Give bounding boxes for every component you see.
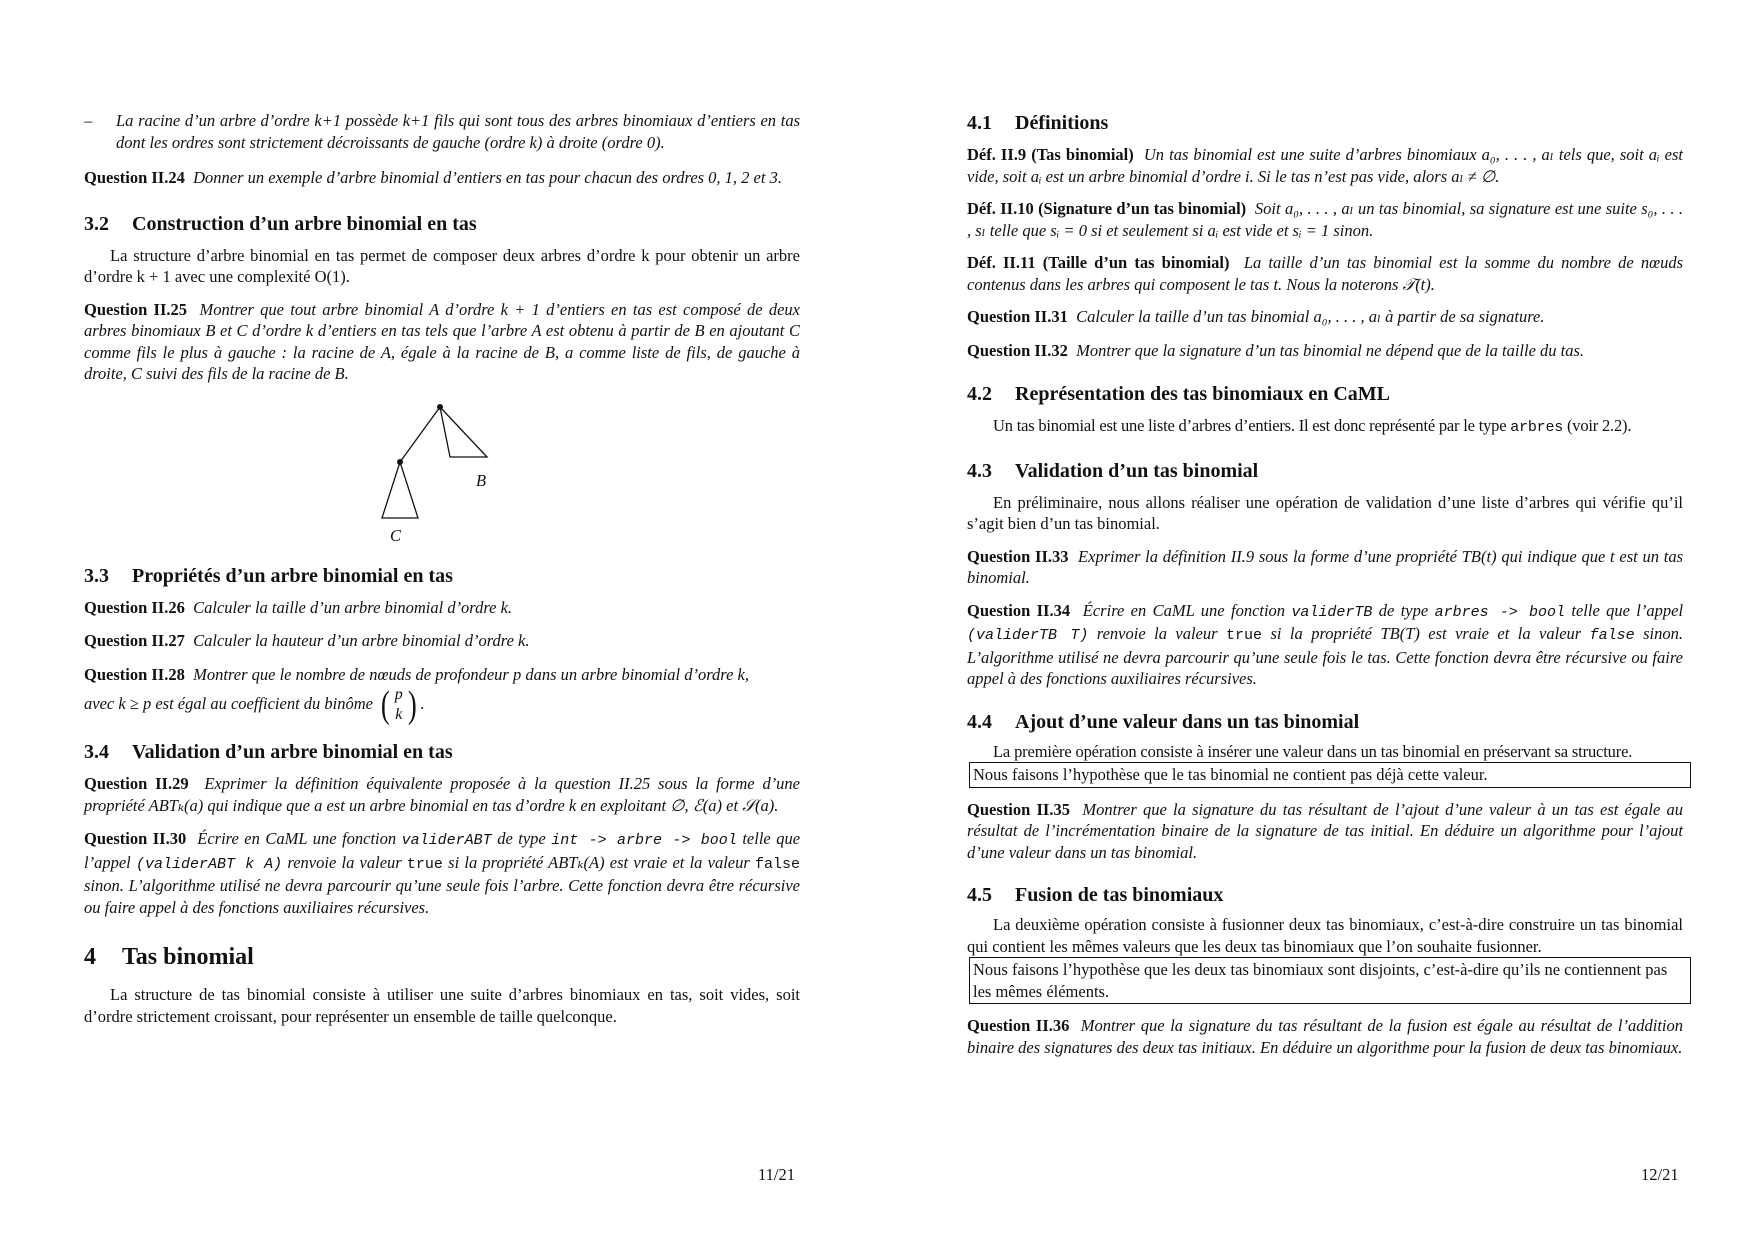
page-left xyxy=(84,110,800,1027)
question-text: Donner un exemple d’arbre binomial d’entiers en tas pour chacun des ordres 0, 1, 2 et 3. xyxy=(193,168,782,187)
code-snippet: true xyxy=(406,855,443,873)
question-text: sinon. L’algorithme utilisé ne devra parcourir qu’une seule fois le tas. Cette fonction devra être récursive ou faire appel à des fonctions auxiliaires récursives. xyxy=(967,624,1684,688)
question-27 xyxy=(84,630,800,652)
section-heading-4 xyxy=(84,942,800,972)
code-snippet: validerABT xyxy=(401,832,492,849)
question-33 xyxy=(967,546,1683,589)
question-label: Question II.35 xyxy=(967,799,1070,819)
paragraph: En préliminaire, nous allons réaliser une opération de validation d’une liste d’arbres qui vérifie qu’il s’agit bien d’un tas binomial. xyxy=(967,492,1683,533)
code-snippet: (validerTB T) xyxy=(967,627,1089,644)
section-title: Tas binomial xyxy=(122,944,254,970)
section-number: 4.5 xyxy=(967,884,992,906)
paragraph-text: (voir 2.2). xyxy=(1567,416,1632,435)
page-number-left: 11/21 xyxy=(758,1165,795,1184)
hypothesis-box: Nous faisons l’hypothèse que le tas binomial ne contient pas déjà cette valeur. xyxy=(969,762,1691,788)
section-title: Représentation des tas binomiaux en CaML xyxy=(1015,383,1391,405)
definition-label: Déf. II.10 (Signature d’un tas binomial) xyxy=(967,199,1247,218)
definition-label: Déf. II.11 (Taille d’un tas binomial) xyxy=(967,253,1230,272)
binomial-bottom: k xyxy=(395,706,403,723)
question-label: Question II.36 xyxy=(967,1016,1070,1035)
section-title: Construction d’un arbre binomial en tas xyxy=(132,212,477,235)
tree-diagram xyxy=(84,385,800,563)
question-text: Calculer la taille d’un arbre binomial d’ordre k. xyxy=(193,597,513,617)
paragraph: La structure de tas binomial consiste à utiliser une suite d’arbres binomiaux en tas, soit vides, soit d’ordre strictement croissant, pour représenter un ensemble de taille quelconque. xyxy=(84,985,800,1026)
label-c: C xyxy=(390,525,402,545)
section-heading-3-4 xyxy=(84,739,800,765)
section-heading-3-3 xyxy=(84,563,800,589)
question-text: Exprimer la définition équivalente proposée à la question II.25 sous la forme d’une propriété ABTₖ(a) qui indique que a est un arbre binomial en tas d’ordre k en exploitant ∅, ℰ(a) et 𝒮(a). xyxy=(84,774,801,815)
question-text: avec k ≥ p est égal au coefficient du binôme xyxy=(84,693,373,713)
question-label: Question II.30 xyxy=(84,829,187,848)
left-paren: ( xyxy=(381,684,390,726)
question-24 xyxy=(84,167,800,189)
right-paren: ) xyxy=(407,684,417,726)
section-title: Définitions xyxy=(1015,112,1109,134)
code-snippet: validerTB xyxy=(1291,603,1373,621)
subtree-c-triangle xyxy=(382,462,418,518)
section-number: 3.4 xyxy=(84,741,109,763)
section-title: Ajout d’une valeur dans un tas binomial xyxy=(1015,710,1360,733)
question-label: Question II.32 xyxy=(967,340,1068,360)
page-number-right: 12/21 xyxy=(1641,1165,1679,1184)
paragraph-text: Un tas binomial est une liste d’arbres d’entiers. Il est donc représenté par le type xyxy=(993,416,1507,435)
binomial-top: p xyxy=(394,686,403,703)
binomial-coefficient xyxy=(379,685,418,725)
section-heading-4-4 xyxy=(967,709,1683,735)
definition-10 xyxy=(967,198,1683,241)
question-text: renvoie la valeur xyxy=(1096,624,1218,643)
section-title: Fusion de tas binomiaux xyxy=(1015,884,1224,906)
section-number: 3.3 xyxy=(84,564,109,587)
definition-text: La taille d’un tas binomial est la somme du nombre de nœuds contenus dans les arbres qui composent le tas t. Nous la noterons 𝒯(t). xyxy=(967,253,1684,294)
section-heading-4-5 xyxy=(967,882,1683,908)
question-label: Question II.34 xyxy=(967,600,1071,620)
section-number: 4.3 xyxy=(967,459,992,482)
list-item-text: La racine d’un arbre d’ordre k+1 possède k+1 fils qui sont tous des arbres binomiaux d’entiers en tas dont les ordres sont strictement décroissants de gauche (ordre k) à droite (ordre 0). xyxy=(116,111,800,152)
question-label: Question II.26 xyxy=(84,597,185,617)
edge-to-c xyxy=(400,407,440,462)
question-text: Montrer que la signature du tas résultant de l’ajout d’une valeur à un tas est égale au résultat de l’incrémentation binaire de la signature de tas initial. En déduire un algorithme pour l’ajout d’une valeur dans un tas binomial. xyxy=(967,799,1684,862)
question-text: telle que l’appel xyxy=(84,829,801,872)
question-28-continued xyxy=(84,685,800,725)
question-end: . xyxy=(420,693,425,713)
section-number: 3.2 xyxy=(84,212,109,235)
paragraph: La structure d’arbre binomial en tas permet de composer deux arbres d’ordre k pour obtenir un arbre d’ordre k + 1 avec une complexité O(1). xyxy=(84,245,800,286)
definition-11 xyxy=(967,252,1683,295)
section-heading-3-2 xyxy=(84,211,800,237)
section-number: 4.4 xyxy=(967,710,992,733)
question-label: Question II.33 xyxy=(967,546,1069,566)
list-dash: – xyxy=(84,111,93,130)
question-label: Question II.31 xyxy=(967,307,1068,326)
question-text: telle que l’appel xyxy=(1571,600,1684,620)
label-b: B xyxy=(476,470,487,490)
question-28 xyxy=(84,664,800,686)
question-text: Écrire en CaML une fonction xyxy=(1082,600,1286,620)
section-number: 4.1 xyxy=(967,112,992,134)
hypothesis-box: Nous faisons l’hypothèse que les deux tas binomiaux sont disjoints, c’est-à-dire qu’ils ne contiennent pas les mêmes éléments. xyxy=(969,957,1691,1004)
list-item xyxy=(56,110,800,153)
question-text: de type xyxy=(497,829,546,848)
code-snippet: arbres -> bool xyxy=(1434,603,1566,621)
section-heading-4-2 xyxy=(967,381,1683,407)
section-number: 4.2 xyxy=(967,383,992,405)
code-snippet: false xyxy=(755,855,801,873)
question-25 xyxy=(84,299,800,385)
section-heading-4-1 xyxy=(967,110,1683,136)
definition-9 xyxy=(967,144,1683,187)
question-text: si la propriété TB(T) est vraie et la valeur xyxy=(1270,624,1582,643)
binomial-tree-figure xyxy=(84,385,800,563)
question-text: renvoie la valeur xyxy=(287,852,402,872)
question-31 xyxy=(967,306,1683,328)
definition-text: Un tas binomial est une suite d’arbres binomiaux a₀, . . . , aₗ tels que, soit aᵢ est vide, soit aᵢ est un arbre binomial d’ordre i. Si le tas n’est pas vide, alors aₗ ≠ ∅. xyxy=(967,145,1684,186)
question-text: Calculer la hauteur d’un arbre binomial d’ordre k. xyxy=(193,631,530,650)
code-snippet: (validerABT k A) xyxy=(135,855,283,873)
code-snippet: true xyxy=(1226,627,1263,644)
question-text: de type xyxy=(1378,600,1429,620)
question-29 xyxy=(84,773,800,816)
code-snippet: arbres xyxy=(1510,419,1564,436)
question-text: Montrer que tout arbre binomial A d’ordre k + 1 d’entiers en tas est composé de deux arbres binomiaux B et C d’ordre k d’entiers en tas tels que l’arbre A est obtenu à partir de B en ajoutant C comme fils le plus à gauche : la racine de A, égale à la racine de B, a comme liste de fils, de gauche à droite, C suivi des fils de la racine de B. xyxy=(84,299,800,383)
question-label: Question II.29 xyxy=(84,774,189,793)
question-text: Calculer la taille d’un tas binomial a₀, . . . , aₗ à partir de sa signature. xyxy=(1076,307,1545,326)
section-title: Propriétés d’un arbre binomial en tas xyxy=(132,564,453,587)
question-32 xyxy=(967,340,1683,362)
question-30 xyxy=(84,828,800,918)
question-label: Question II.27 xyxy=(84,631,185,650)
paragraph: La deuxième opération consiste à fusionner deux tas binomiaux, c’est-à-dire construire un tas binomial qui contient les mêmes valeurs que les deux tas binomiaux que l’on souhaite fusionner. xyxy=(967,915,1683,956)
section-title: Validation d’un arbre binomial en tas xyxy=(132,741,453,763)
question-text: si la propriété ABTₖ(A) est vraie et la valeur xyxy=(448,852,750,872)
question-text: Écrire en CaML une fonction xyxy=(197,829,397,848)
definition-label: Déf. II.9 (Tas binomial) xyxy=(967,145,1134,164)
question-26 xyxy=(84,597,800,619)
paragraph: La première opération consiste à insérer une valeur dans un tas binomial en préservant sa structure. xyxy=(993,741,1633,761)
question-text: Montrer que la signature d’un tas binomial ne dépend que de la taille du tas. xyxy=(1076,340,1585,360)
question-text: Montrer que le nombre de nœuds de profondeur p dans un arbre binomial d’ordre k, xyxy=(193,664,750,684)
question-36 xyxy=(967,1015,1683,1058)
code-snippet: int -> arbre -> bool xyxy=(551,832,737,849)
section-title: Validation d’un tas binomial xyxy=(1015,459,1259,482)
code-snippet: false xyxy=(1589,627,1635,644)
section-heading-4-3 xyxy=(967,458,1683,484)
definition-text: Soit a₀, . . . , aₗ un tas binomial, sa signature est une suite s₀, . . . , sₗ telle que sᵢ = 0 si et seulement si aᵢ est vide et sᵢ = 1 sinon. xyxy=(967,199,1684,240)
subtree-b-triangle xyxy=(440,407,487,457)
question-text: sinon. L’algorithme utilisé ne devra parcourir qu’une seule fois l’arbre. Cette fonction devra être récursive ou faire appel à des fonctions auxiliaires récursives. xyxy=(84,876,800,917)
section-number: 4 xyxy=(84,944,96,970)
question-35 xyxy=(967,799,1683,864)
question-label: Question II.28 xyxy=(84,664,185,684)
question-text: Exprimer la définition II.9 sous la forme d’une propriété TB(t) qui indique que t est un tas binomial. xyxy=(967,546,1684,587)
question-text: Montrer que la signature du tas résultant de la fusion est égale au résultat de l’addition binaire des signatures des deux tas initiaux. En déduire un algorithme pour la fusion de deux tas binomiaux. xyxy=(967,1016,1684,1057)
page-right xyxy=(967,110,1683,1058)
question-34 xyxy=(967,600,1683,690)
question-label: Question II.25 xyxy=(84,299,187,319)
question-label: Question II.24 xyxy=(84,168,185,187)
paragraph xyxy=(967,415,1683,439)
binomial-stack xyxy=(392,685,406,725)
